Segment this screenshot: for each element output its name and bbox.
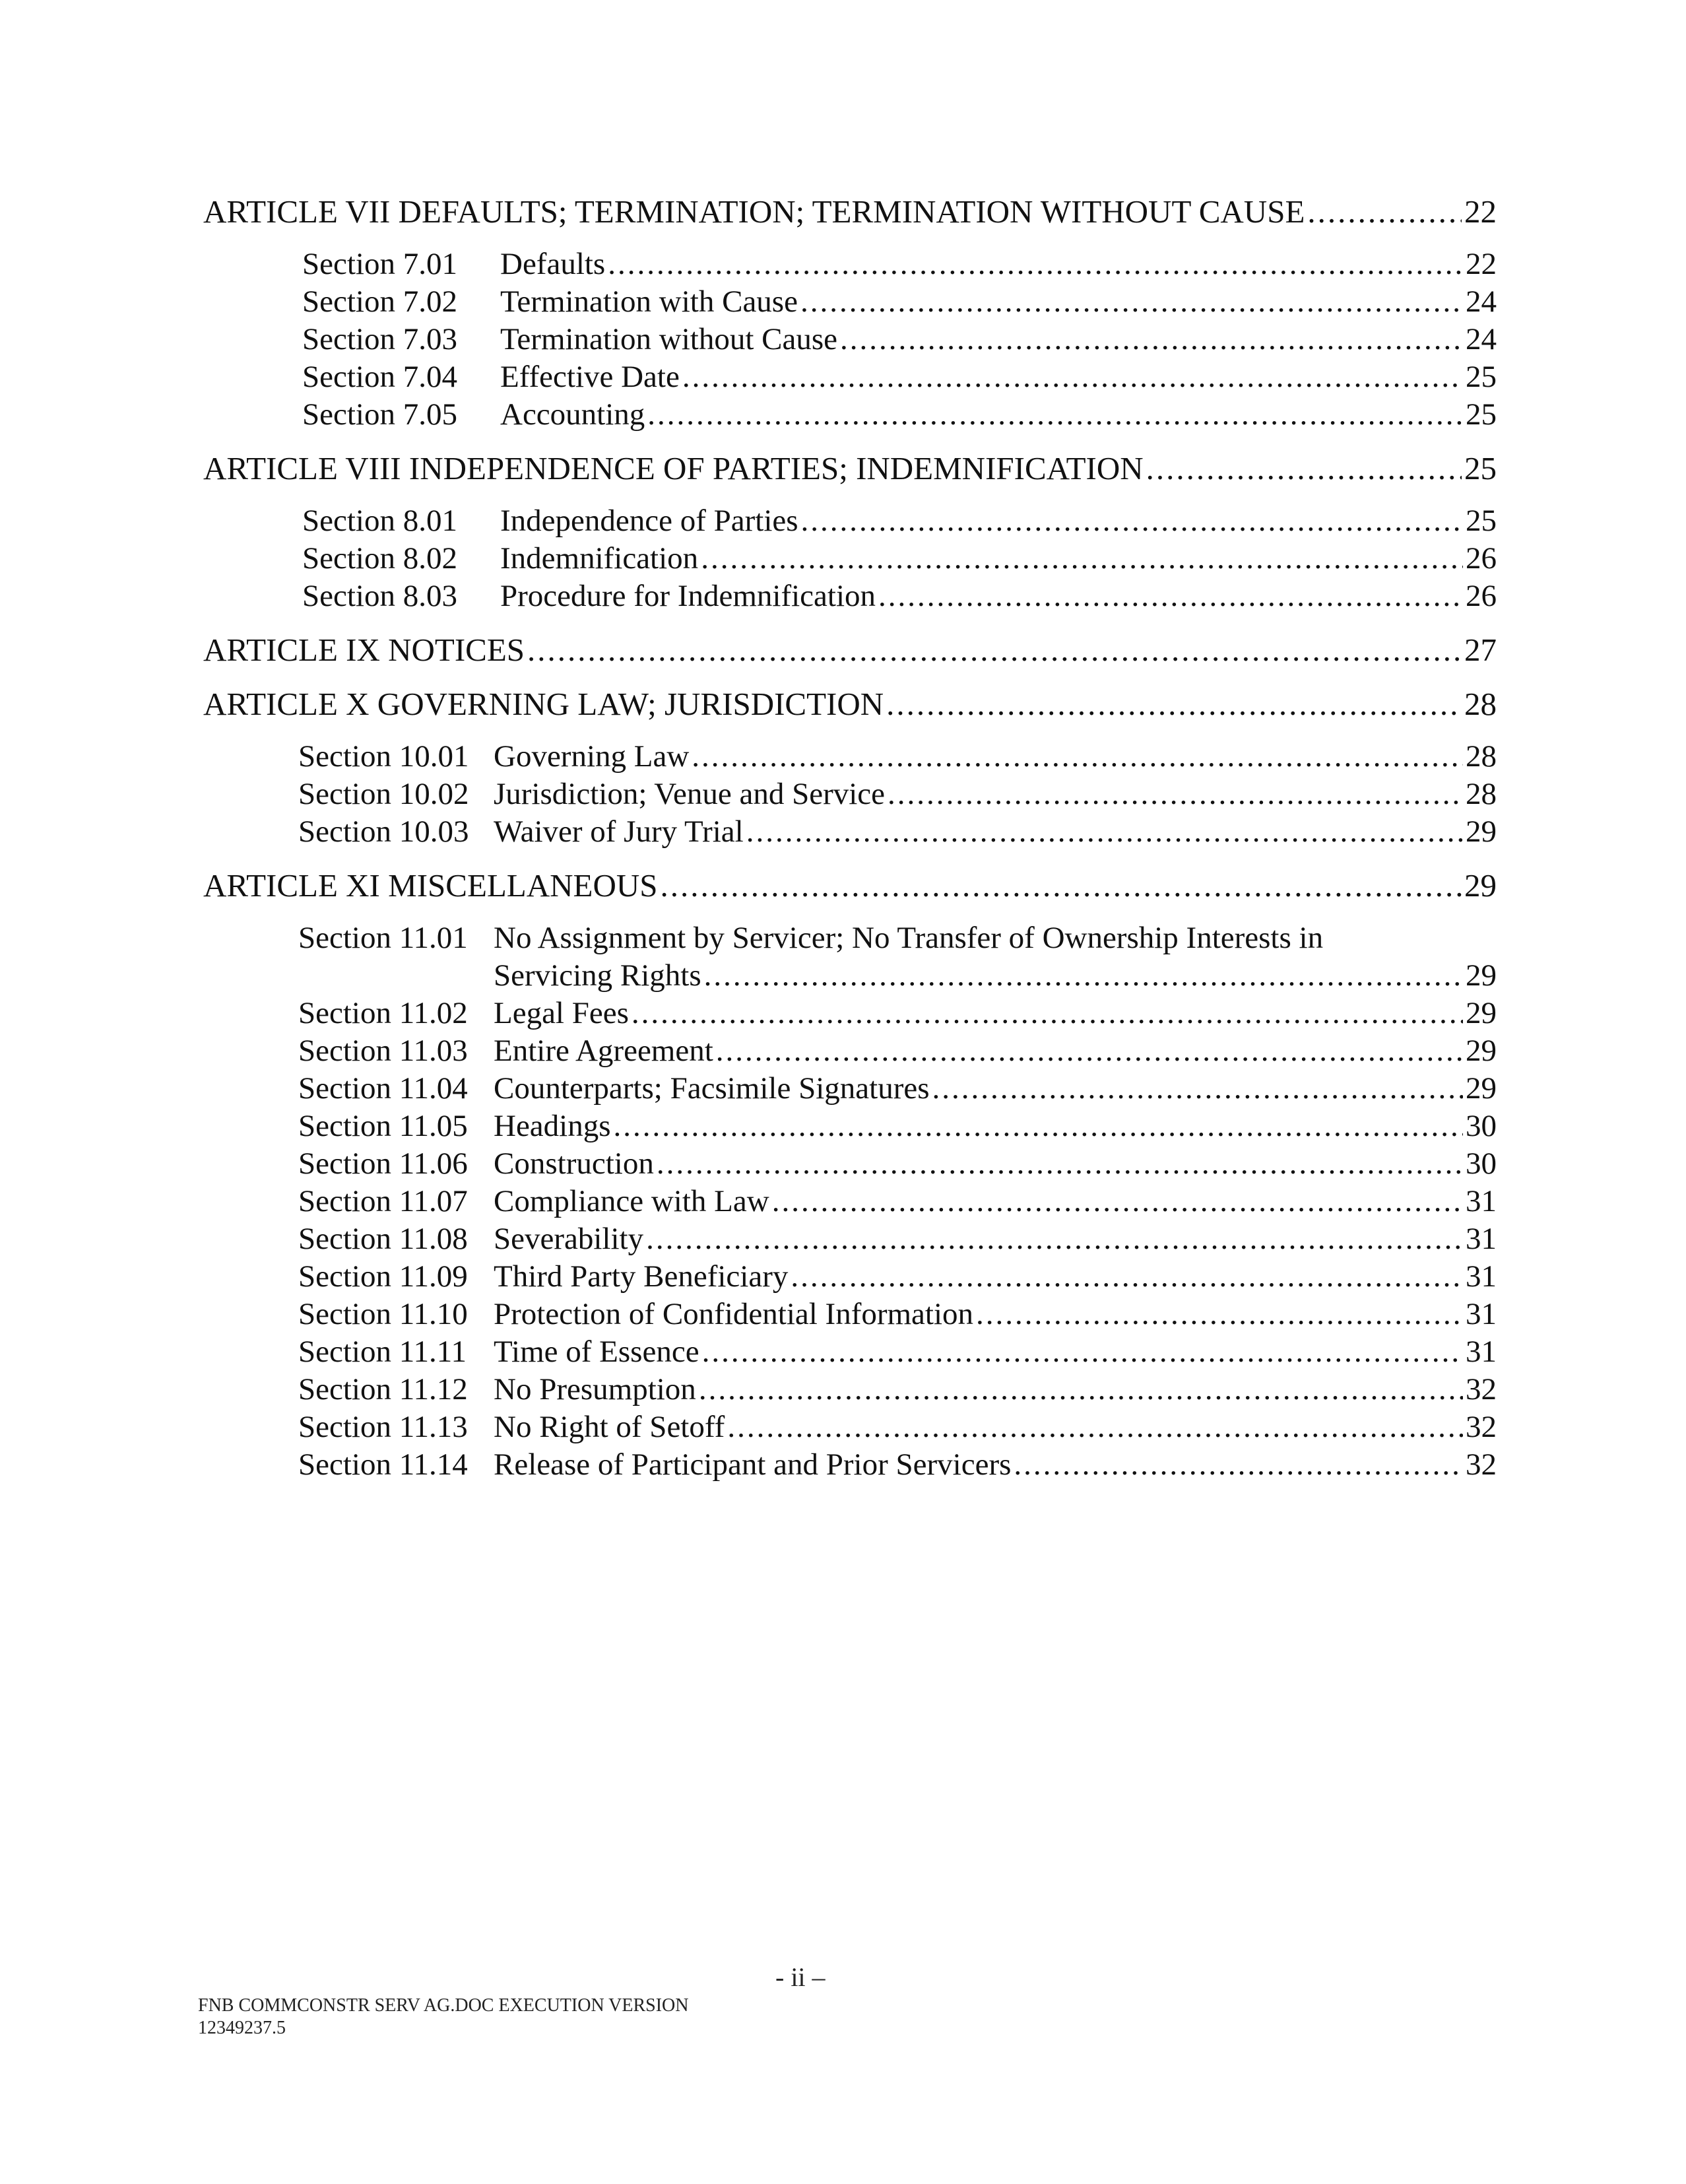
toc-article-entry: [203, 193, 1497, 231]
toc-leader-dots: [692, 738, 1463, 776]
footer-document-name: FNB COMMCONSTR SERV AG.DOC EXECUTION VERSION: [198, 1995, 689, 2016]
toc-section-label: Termination with Cause: [500, 284, 798, 319]
toc-section-line: [203, 919, 1497, 957]
toc-page-number: 30: [1466, 1109, 1497, 1143]
toc-page-number: 26: [1466, 541, 1497, 576]
toc-section-number: Section 11.04: [298, 1071, 468, 1106]
toc-page-number: 29: [1466, 1034, 1497, 1068]
toc-section-number: Section 8.01: [302, 504, 457, 538]
toc-section-number: Section 11.09: [298, 1259, 468, 1294]
toc-section-list: [203, 919, 1497, 1484]
toc-section-entry: [203, 813, 1497, 851]
toc-leader-dots: [886, 685, 1462, 723]
toc-section-number: Section 7.02: [302, 284, 457, 319]
toc-section-entry: [203, 1408, 1497, 1446]
toc-section-number: Section 11.10: [298, 1297, 468, 1331]
toc-section-label: Construction: [494, 1146, 654, 1181]
toc-section-number: Section 11.11: [298, 1335, 467, 1369]
toc-leader-dots: [647, 396, 1463, 434]
toc-section-number: Section 11.12: [298, 1372, 468, 1406]
toc-section-label: Procedure for Indemnification: [500, 579, 876, 613]
toc-leader-dots: [632, 995, 1463, 1032]
toc-leader-dots: [878, 578, 1463, 615]
page-number-label: - ii –: [775, 1962, 826, 1992]
toc-leader-dots: [614, 1108, 1463, 1145]
toc-page-number: 31: [1466, 1297, 1497, 1331]
toc-page-number: 32: [1466, 1372, 1497, 1406]
document-footer: [198, 1995, 689, 2039]
toc-section-number: Section 8.02: [302, 541, 457, 576]
toc-section-label-continued: Servicing Rights: [494, 958, 701, 993]
toc-section-label: Defaults: [500, 247, 606, 281]
toc-article-title: ARTICLE VII DEFAULTS; TERMINATION; TERMINATION WITHOUT CAUSE: [203, 193, 1305, 230]
toc-section-entry: [203, 358, 1497, 396]
toc-section-entry: [203, 1183, 1497, 1220]
toc-section-label: Third Party Beneficiary: [494, 1259, 789, 1294]
toc-section-entry: [203, 578, 1497, 615]
toc-section-entry: [203, 283, 1497, 321]
toc-page-number: 29: [1466, 814, 1497, 849]
toc-section-number: Section 11.02: [298, 996, 468, 1030]
toc-leader-dots: [702, 1333, 1463, 1371]
toc-section-list: [203, 738, 1497, 851]
toc-page-number: 25: [1466, 397, 1497, 432]
toc-page-number: 29: [1464, 867, 1497, 904]
toc-leader-dots: [657, 1145, 1463, 1183]
toc-section-number: Section 11.06: [298, 1146, 468, 1181]
toc-section-entry: [203, 1371, 1497, 1408]
toc-article-title: ARTICLE XI MISCELLANEOUS: [203, 867, 658, 904]
toc-page-number: 27: [1464, 632, 1497, 668]
toc-page-number: 25: [1464, 450, 1497, 486]
toc-page-number: 28: [1464, 686, 1497, 722]
toc-article-entry: [203, 631, 1497, 669]
toc-section-entry: [203, 1145, 1497, 1183]
toc-section-label: Protection of Confidential Information: [494, 1297, 974, 1331]
toc-section-label: Accounting: [500, 397, 645, 432]
toc-section-label: Independence of Parties: [500, 504, 798, 538]
toc-article-entry: [203, 685, 1497, 723]
toc-page-number: 24: [1466, 284, 1497, 319]
toc-section-entry: [203, 1333, 1497, 1371]
toc-page-number: 24: [1466, 322, 1497, 356]
toc-page-number: 22: [1466, 247, 1497, 281]
toc-section-entry: [203, 1296, 1497, 1333]
toc-leader-dots: [976, 1296, 1463, 1333]
toc-section-label: Severability: [494, 1222, 644, 1256]
toc-section-entry: [203, 738, 1497, 776]
toc-page-number: 26: [1466, 579, 1497, 613]
toc-section-number: Section 11.03: [298, 1034, 468, 1068]
toc-leader-dots: [888, 776, 1463, 813]
toc-section-list: [203, 246, 1497, 434]
toc-leader-dots: [772, 1183, 1463, 1220]
toc-section-label: Effective Date: [500, 360, 680, 394]
toc-section-number: Section 11.13: [298, 1410, 468, 1444]
toc-leader-dots: [699, 1371, 1463, 1408]
toc-leader-dots: [660, 867, 1462, 905]
toc-leader-dots: [800, 283, 1463, 321]
toc-page-number: 31: [1466, 1184, 1497, 1218]
toc-page-number: 25: [1466, 360, 1497, 394]
toc-leader-dots: [932, 1070, 1463, 1108]
toc-leader-dots: [704, 957, 1463, 995]
toc-section-number: Section 11.07: [298, 1184, 468, 1218]
toc-section-number: Section 10.03: [298, 814, 469, 849]
toc-page-number: 25: [1466, 504, 1497, 538]
toc-section-entry: [203, 540, 1497, 578]
toc-section-entry: [203, 502, 1497, 540]
toc-section-entry: [203, 1220, 1497, 1258]
toc-page-number: 30: [1466, 1146, 1497, 1181]
toc-section-label: Termination without Cause: [500, 322, 838, 356]
toc-section-label: No Presumption: [494, 1372, 696, 1406]
toc-leader-dots: [1307, 193, 1462, 231]
toc-section-number: Section 11.05: [298, 1109, 468, 1143]
toc-page-number: 31: [1466, 1222, 1497, 1256]
toc-leader-dots: [646, 1220, 1463, 1258]
toc-section-entry: [203, 321, 1497, 358]
toc-section-entry: [203, 919, 1497, 995]
toc-section-number: Section 7.03: [302, 322, 457, 356]
toc-page-number: 29: [1466, 1071, 1497, 1106]
toc-section-label: No Right of Setoff: [494, 1410, 725, 1444]
toc-leader-dots: [1146, 449, 1462, 488]
toc-section-label: Indemnification: [500, 541, 699, 576]
toc-section-label: Release of Participant and Prior Servicers: [494, 1447, 1012, 1482]
toc-leader-dots: [527, 631, 1462, 669]
toc-section-label: Time of Essence: [494, 1335, 699, 1369]
toc-page-number: 31: [1466, 1259, 1497, 1294]
toc-page-number: 32: [1466, 1410, 1497, 1444]
toc-section-entry: [203, 1070, 1497, 1108]
toc-leader-dots: [701, 540, 1463, 578]
toc-leader-dots: [608, 246, 1463, 283]
toc-leader-dots: [746, 813, 1463, 851]
toc-section-entry: [203, 995, 1497, 1032]
toc-article-entry: [203, 449, 1497, 488]
toc-section-number: Section 11.14: [298, 1447, 468, 1482]
toc-section-number: Section 7.04: [302, 360, 457, 394]
toc-leader-dots: [801, 502, 1463, 540]
toc-section-entry: [203, 1258, 1497, 1296]
toc-page-number: 29: [1466, 958, 1497, 993]
toc-section-entry: [203, 1108, 1497, 1145]
toc-section-label: Jurisdiction; Venue and Service: [494, 777, 886, 811]
toc-section-entry: [203, 776, 1497, 813]
toc-section-entry: [203, 396, 1497, 434]
toc-section-label: Entire Agreement: [494, 1034, 713, 1068]
toc-page-number: 22: [1464, 193, 1497, 230]
toc-page-number: 32: [1466, 1447, 1497, 1482]
footer-document-id: 12349237.5: [198, 2018, 286, 2038]
toc-section-entry: [203, 1032, 1497, 1070]
toc-leader-dots: [727, 1408, 1463, 1446]
toc-article-entry: [203, 867, 1497, 905]
toc-page-number: 28: [1466, 777, 1497, 811]
toc-section-label: Compliance with Law: [494, 1184, 769, 1218]
toc-section-list: [203, 502, 1497, 615]
toc-section-number: Section 7.05: [302, 397, 457, 432]
toc-leader-dots: [791, 1258, 1463, 1296]
toc-leader-dots: [682, 358, 1463, 396]
table-of-contents: [203, 193, 1497, 1484]
toc-article-title: ARTICLE X GOVERNING LAW; JURISDICTION: [203, 686, 884, 722]
toc-leader-dots: [716, 1032, 1463, 1070]
toc-section-label: No Assignment by Servicer; No Transfer of Ownership Interests in: [494, 921, 1324, 955]
toc-section-entry: [203, 1446, 1497, 1484]
toc-leader-dots: [1014, 1446, 1463, 1484]
toc-section-number: Section 10.02: [298, 777, 469, 811]
toc-section-label: Counterparts; Facsimile Signatures: [494, 1071, 930, 1106]
toc-article-title: ARTICLE VIII INDEPENDENCE OF PARTIES; INDEMNIFICATION: [203, 450, 1144, 486]
toc-section-label: Waiver of Jury Trial: [494, 814, 744, 849]
toc-section-label: Legal Fees: [494, 996, 629, 1030]
toc-page-number: 31: [1466, 1335, 1497, 1369]
toc-leader-dots: [840, 321, 1463, 358]
toc-section-number: Section 11.08: [298, 1222, 468, 1256]
toc-section-number: Section 11.01: [298, 921, 468, 955]
toc-section-line: [203, 957, 1497, 995]
toc-section-number: Section 8.03: [302, 579, 457, 613]
toc-section-label: Headings: [494, 1109, 611, 1143]
toc-section-entry: [203, 246, 1497, 283]
toc-page-number: 28: [1466, 739, 1497, 774]
toc-section-number: Section 7.01: [302, 247, 457, 281]
toc-page-number: 29: [1466, 996, 1497, 1030]
toc-section-label: Governing Law: [494, 739, 690, 774]
toc-article-title: ARTICLE IX NOTICES: [203, 632, 525, 668]
toc-section-number: Section 10.01: [298, 739, 469, 774]
